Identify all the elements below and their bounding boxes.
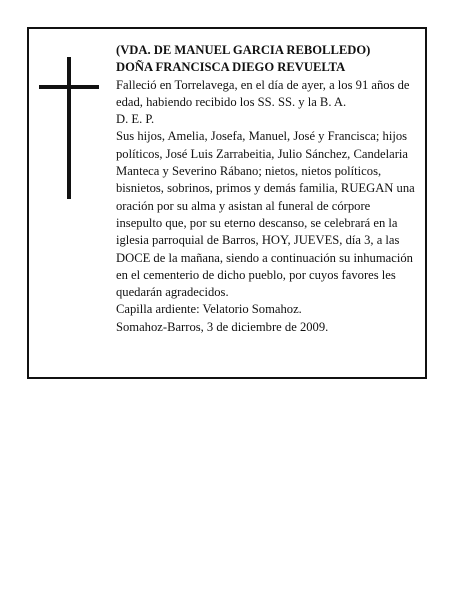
deceased-name: DOÑA FRANCISCA DIEGO REVUELTA	[116, 60, 346, 75]
chapel-info: Capilla ardiente: Velatorio Somahoz.	[116, 302, 302, 317]
rest-in-peace: D. E. P.	[116, 112, 155, 127]
cross-icon	[39, 57, 99, 199]
family-announcement: Sus hijos, Amelia, Josefa, Manuel, José y Francisca; hijos políticos, José Luis Zarrabeitia, Julio Sánchez, Candelaria Manteca y Severino Rábano; nietos, nietos políticos, bisnietos, sobrinos, primos y demás familia, RUEGAN una oración por su alma y asistan al funeral de córpore insepulto que, por su eterno descanso, se celebrará en la iglesia parroquial de Barros, HOY, JUEVES, día 3, a las DOCE de la mañana, siendo a continuación su inhumación en el cementerio de dicho pueblo, por cuyos favores les quedarán agradecidos.	[116, 129, 415, 300]
notice-text	[116, 42, 416, 336]
widow-of-line: (VDA. DE MANUEL GARCIA REBOLLEDO)	[116, 43, 371, 57]
place-and-date: Somahoz-Barros, 3 de diciembre de 2009.	[116, 319, 329, 334]
death-statement: Falleció en Torrelavega, en el día de ayer, a los 91 años de edad, habiendo recibido los SS. SS. y la B. A.	[116, 77, 410, 109]
cross-horizontal-bar	[39, 85, 99, 89]
obituary-notice	[27, 27, 427, 379]
cross-vertical-bar	[67, 57, 71, 199]
